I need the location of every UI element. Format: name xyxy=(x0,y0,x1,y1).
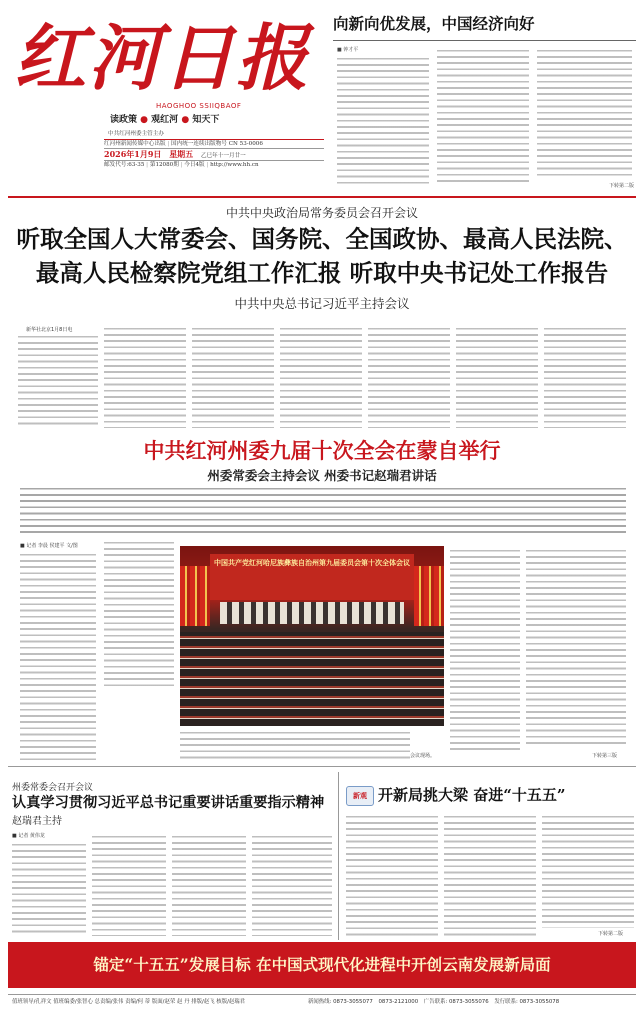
plenary-body-col4 xyxy=(526,548,626,748)
plenary-body-col1 xyxy=(20,552,96,760)
masthead-logo: 红河日报 xyxy=(14,15,311,100)
divider: | xyxy=(206,162,211,169)
footer xyxy=(8,994,636,1017)
plenary-lead-paragraph xyxy=(20,486,626,536)
lead-body-col2 xyxy=(104,326,186,428)
slogan-3: 知天下 xyxy=(192,115,220,125)
plenary-continued: 下转第三版 xyxy=(592,753,618,759)
feature-logo: 新观 xyxy=(346,786,374,806)
lead-kicker: 中共中央政治局常务委员会召开会议 xyxy=(225,206,418,220)
divider: | xyxy=(146,162,150,169)
phone-number: 0873-2121000 xyxy=(378,999,419,1005)
slogan xyxy=(110,112,219,125)
standing-byline: ■ 记者 黄伟龙 xyxy=(12,833,45,839)
standing-body-col4 xyxy=(252,834,332,936)
lead-headline-1[interactable]: 听取全国人大常委会、国务院、全国政协、最高人民法院、 xyxy=(16,225,628,253)
lead-body-col6 xyxy=(456,326,538,428)
footer-staff xyxy=(12,997,312,1008)
issn: 国内统一连续出版物号 CN 53-0006 xyxy=(171,140,263,147)
photo-flags xyxy=(414,566,444,626)
ad-number: 0873-3055076 xyxy=(449,999,489,1005)
banner-text: 锚定“十五五”发展目标 在中国式现代化进程中开创云南发展新局面 xyxy=(93,955,551,974)
top-story-rule xyxy=(333,40,636,41)
photo-caption: 会议现场。 xyxy=(410,753,436,759)
lead-body-col7 xyxy=(544,326,626,428)
staff-7: 核版/赵瑞君 xyxy=(216,999,246,1005)
plenary-body-col3 xyxy=(450,548,520,754)
postal-code: 邮发代号:63-35 xyxy=(104,162,145,169)
staff-3: 总责编/张伟 xyxy=(94,999,124,1005)
lead-dateline: 新华社北京1月8日电 xyxy=(26,327,73,333)
slogan-dot: ● xyxy=(140,115,152,125)
plenary-body-col2 xyxy=(104,540,174,690)
lead-body-col4 xyxy=(280,326,362,428)
feature-continued: 下转第二版 xyxy=(598,931,624,937)
feature-body-col3 xyxy=(542,814,634,928)
staff-5: 版面/赵荣 赵 丹 xyxy=(151,999,190,1005)
top-story-author: ■ 钟才平 xyxy=(337,47,359,53)
issue-number: 第12080期 xyxy=(149,162,179,169)
weekday: 星期五 xyxy=(169,149,194,160)
masthead-divider xyxy=(8,196,636,198)
slogan-1: 读政策 xyxy=(110,115,138,125)
organizer: 中共红河州委主管主办 xyxy=(108,131,164,137)
lead-body-col3 xyxy=(192,326,274,428)
top-story-title[interactable]: 向新向优发展，中国经济向好 xyxy=(333,14,535,33)
masthead-info xyxy=(104,130,324,170)
top-story-body-col2 xyxy=(437,48,529,186)
top-story xyxy=(333,8,636,192)
photo-flags xyxy=(180,566,210,626)
standing-body-col2 xyxy=(92,834,166,936)
standing-headline[interactable]: 认真学习贯彻习近平总书记重要讲话重要指示精神 xyxy=(12,795,325,811)
distribution-label: 发行联系: xyxy=(494,999,518,1005)
footer-phones xyxy=(308,997,636,1008)
photo-podium xyxy=(220,602,404,624)
photo-banner: 中国共产党红河哈尼族彝族自治州第九届委员会第十次全体会议 xyxy=(214,558,410,567)
feature-body-col1 xyxy=(346,814,438,936)
lead-subhead: 中共中央总书记习近平主持会议 xyxy=(234,296,410,311)
publisher-row xyxy=(104,139,324,150)
bottom-banner xyxy=(8,942,636,988)
hotline-label: 新闻热线: xyxy=(308,999,332,1005)
feature-body-col2 xyxy=(444,814,536,936)
lead-body-col5 xyxy=(368,326,450,428)
divider: | xyxy=(180,162,185,169)
feature-title[interactable]: 开新局挑大梁 奋进“十五五” xyxy=(378,786,566,804)
publisher: 红河州新闻传媒中心出版 xyxy=(104,140,166,147)
page-count: 今日4版 xyxy=(184,162,205,169)
top-story-continued: 下转第二版 xyxy=(608,183,634,189)
staff-6: 排版/赵飞 xyxy=(191,999,215,1005)
slogan-dot: ● xyxy=(181,115,193,125)
lunar: 乙巳年十一月廿一 xyxy=(200,153,246,160)
standing-kicker: 州委常委会召开会议 xyxy=(12,783,94,793)
date: 2026年1月9日 xyxy=(104,149,162,160)
distribution-number: 0873-3055078 xyxy=(519,999,560,1005)
hotline-number: 0873-3055077 xyxy=(333,999,373,1005)
date-row xyxy=(104,149,324,161)
lead-body-col1 xyxy=(18,334,98,428)
standing-subhead: 赵瑞君主持 xyxy=(12,816,62,827)
plenary-headline[interactable]: 中共红河州委九届十次全会在蒙自举行 xyxy=(143,438,501,463)
plenary-subhead: 州委常委会主持会议 州委书记赵瑞君讲话 xyxy=(207,468,437,483)
standing-body-col3 xyxy=(172,834,246,936)
photo-caption-text xyxy=(180,730,410,760)
photo-audience xyxy=(180,632,444,726)
staff-1: 值班领导/孔祥文 xyxy=(12,999,52,1005)
standing-body-col1 xyxy=(12,842,86,936)
conference-photo xyxy=(180,546,444,726)
divider: | xyxy=(167,140,171,147)
staff-4: 责编/何 蒂 xyxy=(125,999,151,1005)
ad-label: 广告联系: xyxy=(423,999,448,1005)
masthead-pinyin: HAOGHOO SSIIQBAOF xyxy=(156,102,242,110)
plenary-byline: ■ 记者 李晨 侯建平 文/图 xyxy=(20,543,78,549)
issue-row xyxy=(104,161,324,170)
vertical-divider xyxy=(338,772,339,940)
section-divider xyxy=(8,766,636,767)
top-story-body-col3 xyxy=(537,48,632,178)
lead-headline-2[interactable]: 最高人民检察院党组工作汇报 听取中央书记处工作报告 xyxy=(35,259,609,287)
staff-2: 值班编委/张智心 xyxy=(53,999,93,1005)
top-story-body-col1 xyxy=(337,56,429,186)
slogan-2: 观红河 xyxy=(151,115,179,125)
website-link[interactable]: http://www.hh.cn xyxy=(210,162,259,169)
masthead xyxy=(8,6,326,192)
